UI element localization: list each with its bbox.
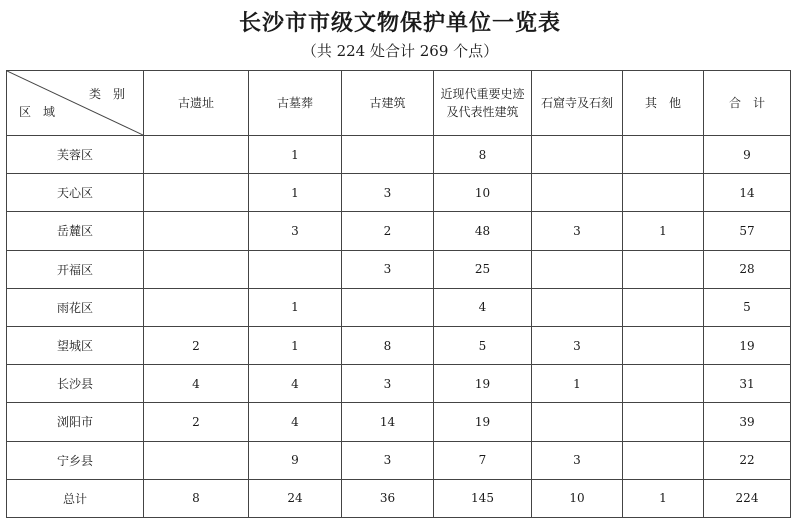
- row-label: 岳麓区: [7, 212, 144, 250]
- table-cell: [144, 288, 249, 326]
- row-label: 望城区: [7, 326, 144, 364]
- heritage-table: [6, 70, 791, 518]
- table-cell: 9: [249, 441, 342, 479]
- table-cell: [532, 403, 623, 441]
- table-row: [7, 403, 791, 441]
- table-body: [7, 136, 791, 518]
- table-cell: 19: [704, 326, 791, 364]
- table-cell: [623, 403, 704, 441]
- table-cell: [144, 136, 249, 174]
- row-label: 浏阳市: [7, 403, 144, 441]
- table-cell: 3: [342, 441, 434, 479]
- table-cell: [623, 174, 704, 212]
- total-row: [7, 479, 791, 517]
- column-header: 古墓葬: [249, 71, 342, 136]
- row-label: 开福区: [7, 250, 144, 288]
- table-cell: 7: [434, 441, 532, 479]
- row-label: 长沙县: [7, 365, 144, 403]
- table-cell: 28: [704, 250, 791, 288]
- table-cell: 22: [704, 441, 791, 479]
- table-cell: 2: [144, 326, 249, 364]
- table-cell: 4: [249, 365, 342, 403]
- table-cell: 1: [623, 479, 704, 517]
- table-cell: [623, 250, 704, 288]
- table-row: [7, 250, 791, 288]
- table-cell: 57: [704, 212, 791, 250]
- table-cell: 3: [532, 441, 623, 479]
- column-header: 合 计: [704, 71, 791, 136]
- table-cell: 4: [434, 288, 532, 326]
- corner-region-label: 区 域: [19, 105, 56, 119]
- table-cell: 8: [144, 479, 249, 517]
- table-cell: 3: [532, 212, 623, 250]
- table-cell: [623, 136, 704, 174]
- table-cell: 3: [342, 174, 434, 212]
- table-cell: 48: [434, 212, 532, 250]
- column-header: 石窟寺及石刻: [532, 71, 623, 136]
- table-cell: 1: [249, 136, 342, 174]
- table-cell: [623, 288, 704, 326]
- row-label: 芙蓉区: [7, 136, 144, 174]
- table-cell: 14: [704, 174, 791, 212]
- table-row: [7, 136, 791, 174]
- table-cell: 3: [342, 365, 434, 403]
- table-cell: [144, 441, 249, 479]
- page-title: 长沙市市级文物保护单位一览表: [238, 11, 561, 36]
- corner-category-label: 类 别: [88, 87, 125, 101]
- row-label: 总计: [7, 479, 144, 517]
- table-cell: 5: [434, 326, 532, 364]
- table-cell: [144, 212, 249, 250]
- header-row: [7, 71, 791, 136]
- table-cell: [144, 174, 249, 212]
- table-cell: 8: [434, 136, 532, 174]
- table-cell: 31: [704, 365, 791, 403]
- table-cell: [144, 250, 249, 288]
- table-cell: 3: [342, 250, 434, 288]
- table-cell: 3: [532, 326, 623, 364]
- table-cell: 19: [434, 365, 532, 403]
- table-cell: 1: [532, 365, 623, 403]
- table-cell: [532, 174, 623, 212]
- table-cell: [342, 288, 434, 326]
- table-cell: [623, 326, 704, 364]
- table-cell: 8: [342, 326, 434, 364]
- column-header: 近现代重要史迹 及代表性建筑: [434, 71, 532, 136]
- table-row: [7, 441, 791, 479]
- table-row: [7, 326, 791, 364]
- table-cell: 4: [144, 365, 249, 403]
- table-cell: [623, 441, 704, 479]
- table-cell: [342, 136, 434, 174]
- table-cell: [532, 250, 623, 288]
- table-row: [7, 212, 791, 250]
- column-header: 其 他: [623, 71, 704, 136]
- table-cell: 1: [249, 288, 342, 326]
- column-header: 古建筑: [342, 71, 434, 136]
- table-cell: [249, 250, 342, 288]
- row-label: 雨花区: [7, 288, 144, 326]
- table-row: [7, 365, 791, 403]
- table-cell: 36: [342, 479, 434, 517]
- table-cell: 19: [434, 403, 532, 441]
- table-cell: [532, 288, 623, 326]
- row-label: 宁乡县: [7, 441, 144, 479]
- page-subtitle: （共 224 处合计 269 个点）: [301, 42, 499, 60]
- table-cell: 1: [623, 212, 704, 250]
- table-row: [7, 174, 791, 212]
- table-row: [7, 288, 791, 326]
- table-cell: 1: [249, 174, 342, 212]
- table-cell: 24: [249, 479, 342, 517]
- table-cell: 3: [249, 212, 342, 250]
- table-cell: [532, 136, 623, 174]
- table-cell: [623, 365, 704, 403]
- table-cell: 224: [704, 479, 791, 517]
- table-cell: 1: [249, 326, 342, 364]
- table-cell: 25: [434, 250, 532, 288]
- table-cell: 145: [434, 479, 532, 517]
- table-cell: 5: [704, 288, 791, 326]
- table-cell: 4: [249, 403, 342, 441]
- table-cell: 2: [342, 212, 434, 250]
- corner-header-cell: [7, 71, 144, 136]
- table-cell: 14: [342, 403, 434, 441]
- row-label: 天心区: [7, 174, 144, 212]
- table-cell: 10: [532, 479, 623, 517]
- table-cell: 10: [434, 174, 532, 212]
- table-cell: 2: [144, 403, 249, 441]
- column-header: 古遗址: [144, 71, 249, 136]
- table-cell: 9: [704, 136, 791, 174]
- table-cell: 39: [704, 403, 791, 441]
